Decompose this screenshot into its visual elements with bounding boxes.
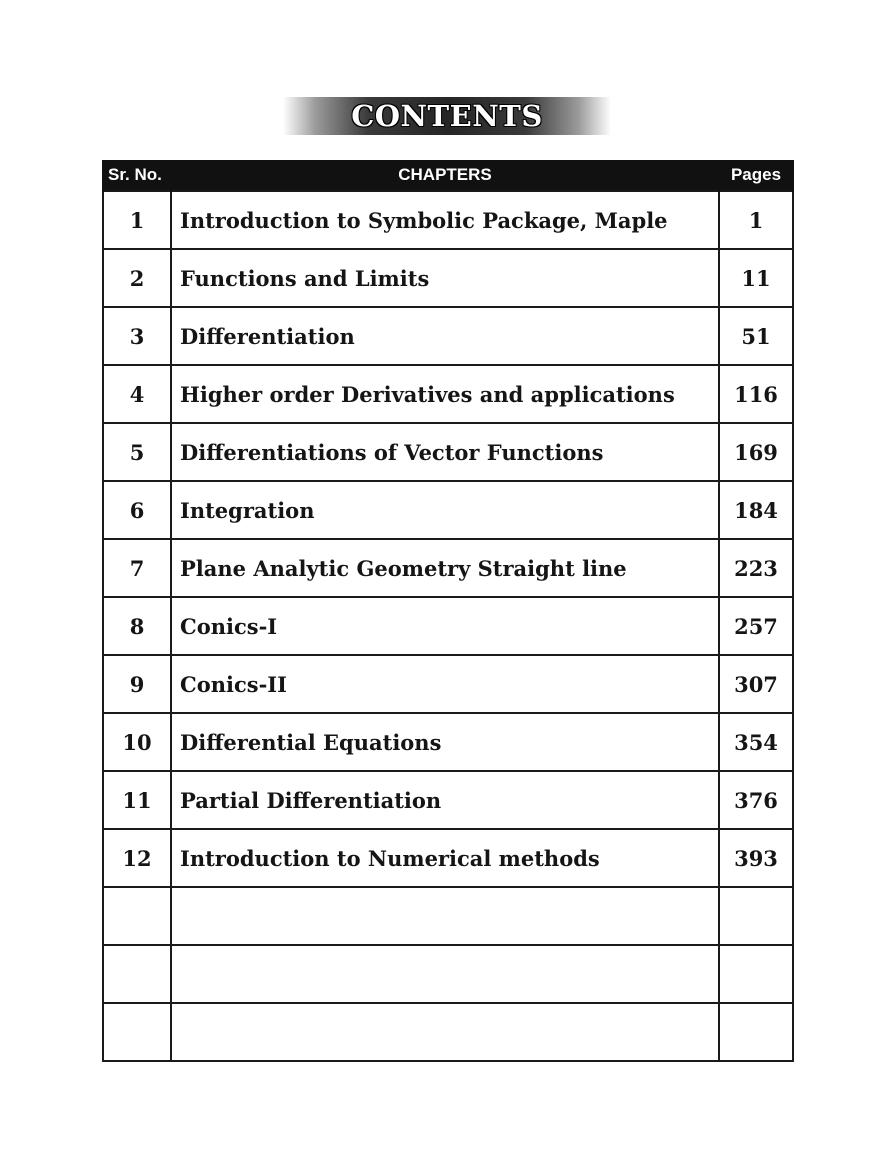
chapter-title-cell [171, 945, 719, 1003]
table-row [103, 887, 793, 945]
sr-no-cell [103, 945, 171, 1003]
sr-no-cell: 11 [103, 771, 171, 829]
table-row [103, 539, 793, 597]
contents-table [102, 160, 794, 1062]
column-header-pages: Pages [719, 160, 793, 191]
sr-no-cell: 5 [103, 423, 171, 481]
table-row [103, 713, 793, 771]
chapter-title-cell: Functions and Limits [171, 249, 719, 307]
page-number-cell: 116 [719, 365, 793, 423]
chapter-title-cell: Conics-II [171, 655, 719, 713]
page-number-cell: 169 [719, 423, 793, 481]
table-row [103, 597, 793, 655]
chapter-title-cell [171, 1003, 719, 1061]
table-row [103, 1003, 793, 1061]
table-row [103, 307, 793, 365]
page-number-cell: 223 [719, 539, 793, 597]
sr-no-cell: 7 [103, 539, 171, 597]
table-row [103, 771, 793, 829]
sr-no-cell: 1 [103, 191, 171, 249]
sr-no-cell: 9 [103, 655, 171, 713]
sr-no-cell [103, 887, 171, 945]
table-row [103, 423, 793, 481]
sr-no-cell: 4 [103, 365, 171, 423]
chapter-title-cell [171, 887, 719, 945]
sr-no-cell: 8 [103, 597, 171, 655]
chapter-title-cell: Conics-I [171, 597, 719, 655]
chapter-title-cell: Differentiation [171, 307, 719, 365]
sr-no-cell [103, 1003, 171, 1061]
sr-no-cell: 6 [103, 481, 171, 539]
page-number-cell: 1 [719, 191, 793, 249]
page-number-cell: 376 [719, 771, 793, 829]
chapter-title-cell: Differentiations of Vector Functions [171, 423, 719, 481]
chapter-title-cell: Introduction to Numerical methods [171, 829, 719, 887]
table-row [103, 945, 793, 1003]
page-number-cell: 257 [719, 597, 793, 655]
page-number-cell: 307 [719, 655, 793, 713]
table-row [103, 829, 793, 887]
page-title: CONTENTS [351, 99, 543, 133]
chapter-title-cell: Plane Analytic Geometry Straight line [171, 539, 719, 597]
page-number-cell: 184 [719, 481, 793, 539]
column-header-sr-no: Sr. No. [103, 160, 171, 191]
sr-no-cell: 3 [103, 307, 171, 365]
chapter-title-cell: Differential Equations [171, 713, 719, 771]
chapter-title-cell: Partial Differentiation [171, 771, 719, 829]
sr-no-cell: 12 [103, 829, 171, 887]
page-number-cell: 354 [719, 713, 793, 771]
chapter-title-cell: Higher order Derivatives and applications [171, 365, 719, 423]
page-number-cell: 393 [719, 829, 793, 887]
contents-banner [283, 97, 611, 135]
table-row [103, 365, 793, 423]
chapter-title-cell: Introduction to Symbolic Package, Maple [171, 191, 719, 249]
page-number-cell [719, 945, 793, 1003]
page-number-cell [719, 887, 793, 945]
table-row [103, 655, 793, 713]
page-number-cell [719, 1003, 793, 1061]
page-number-cell: 11 [719, 249, 793, 307]
table-row [103, 481, 793, 539]
chapter-title-cell: Integration [171, 481, 719, 539]
table-row [103, 249, 793, 307]
column-header-chapters: CHAPTERS [171, 160, 719, 191]
page-number-cell: 51 [719, 307, 793, 365]
sr-no-cell: 2 [103, 249, 171, 307]
sr-no-cell: 10 [103, 713, 171, 771]
table-header-row [103, 160, 793, 191]
table-row [103, 191, 793, 249]
